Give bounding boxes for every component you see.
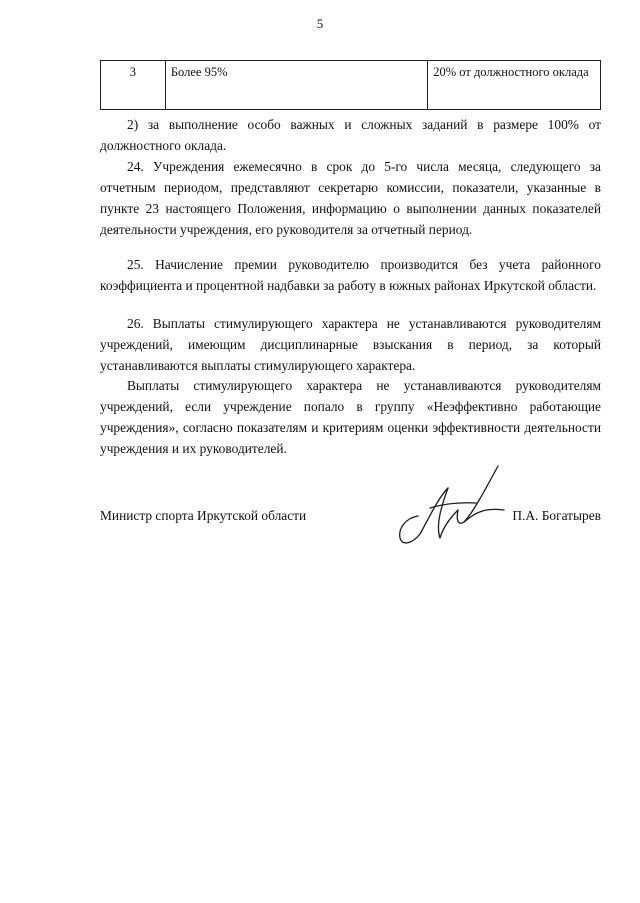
paragraph-26 — [100, 313, 601, 376]
handwritten-signature — [388, 458, 513, 550]
paragraph-26-continuation — [100, 375, 601, 459]
table-row — [101, 61, 601, 110]
paragraph-text: 24. Учреждения ежемесячно в срок до 5-го числа месяца, следующего за отчетным периодом, представляют секретарю комиссии, показатели, указанные в пункте 23 настоящего Положения, информацию о выполнении данных показателей деятельности учреждения, его руководителя за отчетный период. — [100, 159, 601, 237]
page-number: 5 — [316, 16, 324, 31]
criterion-cell: Более 95% — [165, 61, 427, 110]
row-number-cell: 3 — [101, 61, 166, 110]
paragraph-text: Выплаты стимулирующего характера не устанавливаются руководителям учреждений, если учреждение попало в группу «Неэффективно работающие учреждения», согласно показателям и критериям оценки эффективности деятельности учреждения и их руководителей. — [100, 378, 601, 456]
paragraph-text: 2) за выполнение особо важных и сложных заданий в размере 100% от должностного оклада. — [100, 117, 601, 153]
paragraph-text: 25. Начисление премии руководителю производится без учета районного коэффициента и процентной надбавки за работу в южных районах Иркутской области. — [100, 257, 601, 293]
paragraph-25 — [100, 254, 601, 296]
paragraph-text: 26. Выплаты стимулирующего характера не устанавливаются руководителям учреждений, имеющим дисциплинарные взыскания в период, за который устанавливаются выплаты стимулирующего характера. — [100, 316, 601, 373]
paragraph-24 — [100, 156, 601, 240]
criteria-table — [100, 60, 601, 110]
signatory-name: П.А. Богатырев — [512, 508, 601, 523]
bonus-amount-cell: 20% от должностного оклада — [428, 61, 601, 110]
signatory-position: Министр спорта Иркутской области — [100, 508, 307, 523]
paragraph-item-2 — [100, 114, 601, 156]
